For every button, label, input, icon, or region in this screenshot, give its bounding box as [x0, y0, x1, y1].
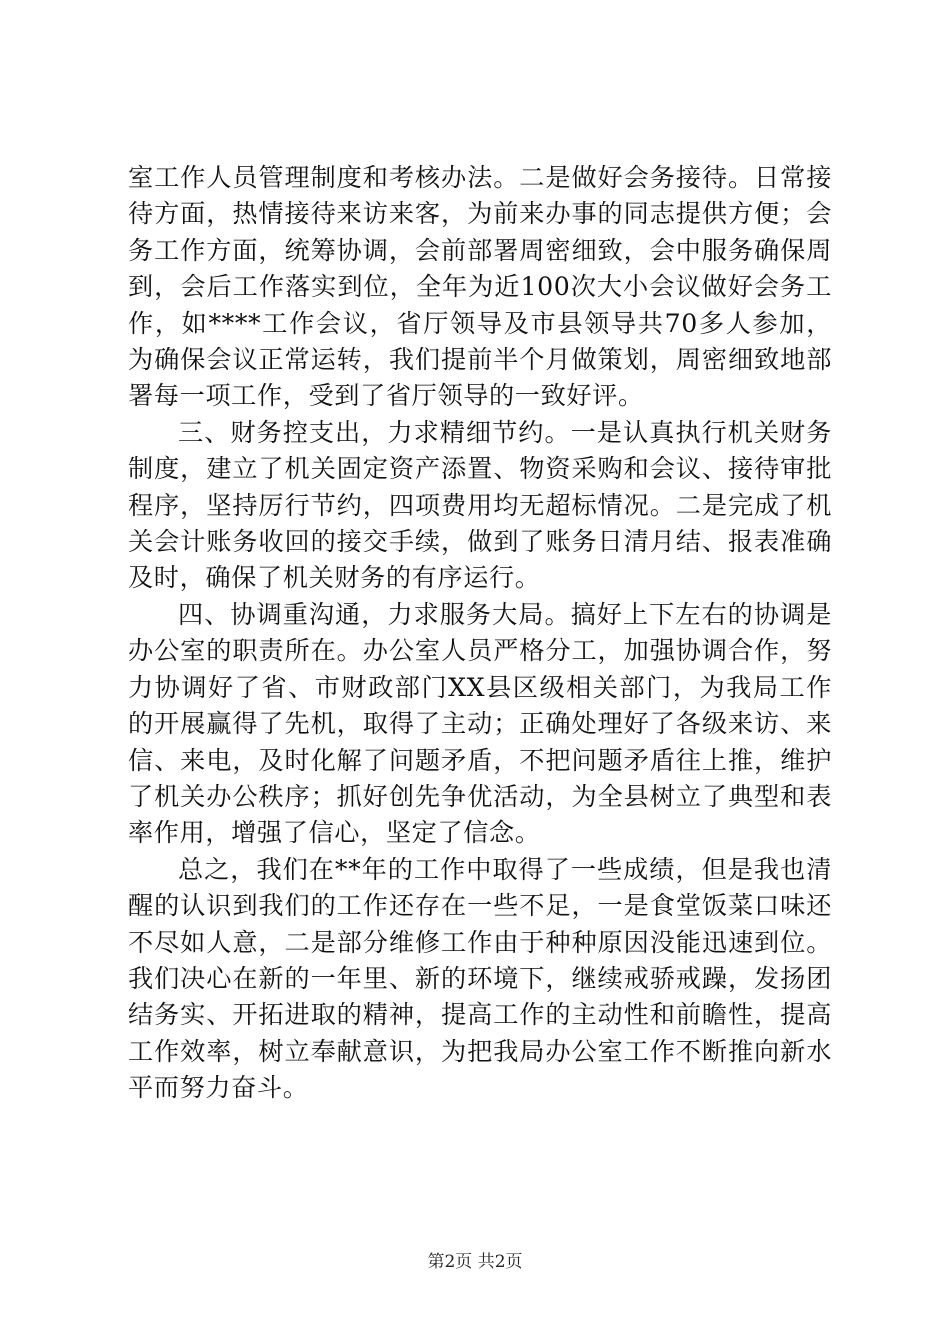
paragraph-2: 三、财务控支出，力求精细节约。一是认真执行机关财务制度，建立了机关固定资产添置、物资采购和会议、接待审批程序，坚持厉行节约，四项费用均无超标情况。二是完成了机关会计账务收回的接交手续，做到了账务日清月结、报表准确及时，确保了机关财务的有序运行。 — [128, 417, 832, 593]
document-body — [128, 160, 832, 1107]
page-footer: 第2页 共2页 — [427, 1252, 523, 1272]
paragraph-1: 室工作人员管理制度和考核办法。二是做好会务接待。日常接待方面，热情接待来访来客，为前来办事的同志提供方便；会务工作方面，统筹协调，会前部署周密细致，会中服务确保周到，会后工作落实到位，全年为近100次大小会议做好会务工作，如****工作会议，省厅领导及市县领导共70多人参加，为确保会议正常运转，我们提前半个月做策划，周密细致地部署每一项工作，受到了省厅领导的一致好评。 — [128, 163, 832, 411]
paragraph-4: 总之，我们在**年的工作中取得了一些成绩，但是我也清醒的认识到我们的工作还存在一些不足，一是食堂饭菜口味还不尽如人意，二是部分维修工作由于种种原因没能迅速到位。我们决心在新的一年里、新的环境下，继续戒骄戒躁，发扬团结务实、开拓进取的精神，提高工作的主动性和前瞻性，提高工作效率，树立奉献意识，为把我局办公室工作不断推向新水平而努力奋斗。 — [128, 854, 832, 1103]
paragraph-3: 四、协调重沟通，力求服务大局。搞好上下左右的协调是办公室的职责所在。办公室人员严格分工，加强协调合作，努力协调好了省、市财政部门XX县区级相关部门，为我局工作的开展赢得了先机，取得了主动；正确处理好了各级来访、来信、来电，及时化解了问题矛盾，不把问题矛盾往上推，维护了机关办公秩序；抓好创先争优活动，为全县树立了典型和表率作用，增强了信心，坚定了信念。 — [128, 599, 832, 848]
